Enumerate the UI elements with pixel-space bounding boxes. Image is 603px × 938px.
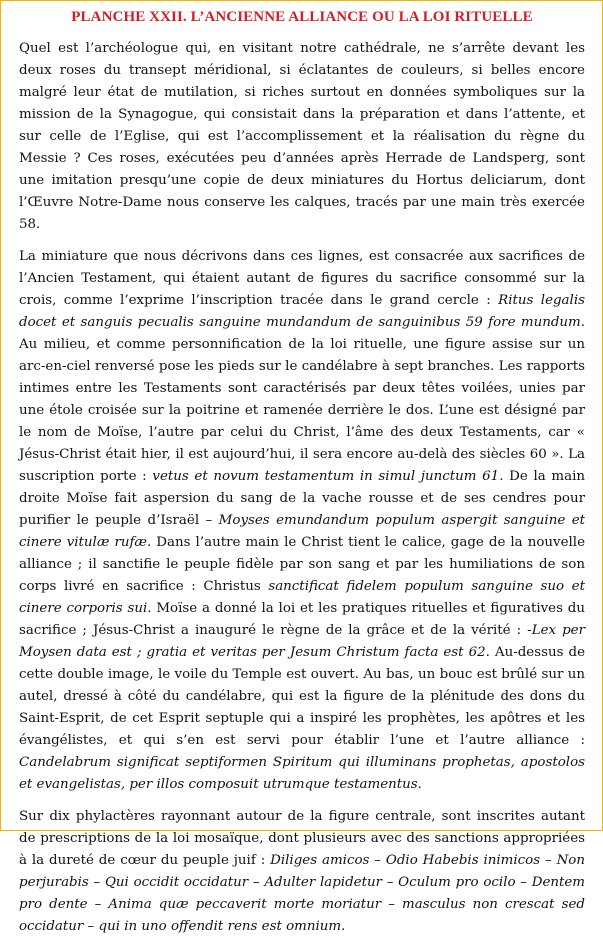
latin-quote: Diliges amicos – Odio Habebis inimicos – Non perjurabis – Qui occidit occidatur – Adulter lapidetur – Oculum pro ocilo – Dentem pro dente – Anima quæ peccaverit morte moriatur – masculus non crescat sed occidatur – qui in uno offendit rens est omnium <box>19 853 585 934</box>
text-run: . <box>341 919 346 934</box>
paragraph-2 <box>19 246 585 796</box>
paragraph-1 <box>19 38 585 236</box>
latin-quote: Moyses emundandum populum aspergit sanguine et cinere vitulæ rufæ <box>19 513 585 550</box>
latin-quote: Candelabrum significat septiformen Spiritum qui illuminans prophetas, apostolos et evangelistas, per illos composuit utrumque testamentus <box>19 755 585 792</box>
text-run: . Moïse a donné la loi et les pratiques rituelles et figuratives du sacrifice ; Jésus-Christ a inauguré le règne de la grâce et de la vérité : <box>19 601 585 638</box>
latin-quote: -Lex per Moysen data est ; gratia et veritas per Jesum Christum facta est 62 <box>19 623 585 660</box>
text-run: . Au milieu, et comme personnification de la loi rituelle, une figure assise sur un arc-en-ciel renversé pose les pieds sur le candélabre à sept branches. Les rapports intimes entre les Testaments sont caractérisés par deux têtes voilées, unies par une étole croisée sur la poitrine et ramenée derrière le dos. L’une est désigné par le nom de Moïse, l’autre par celui du Christ, l’âme des deux Testaments, car « Jésus-Christ était hier, il est aujourd’hui, il sera encore au-delà des siècles 60 ». La suscription porte : <box>19 315 585 484</box>
text-run: Quel est l’archéologue qui, en visitant notre cathédrale, ne s’arrête devant les deux roses du transept méridional, si éclatantes de couleurs, si belles encore malgré leur état de mutilation, si riches surtout en données symboliques sur la mission de la Synagogue, qui consistait dans la préparation et dans l’attente, et sur celle de l’Eglise, qui est l’accomplissement et la réalisation du règne du Messie ? Ces roses, exécutées peu d’années après Herrade de Landsperg, sont une imitation presqu’une copie de deux miniatures du Hortus deliciarum, dont l’Œuvre Notre-Dame nous conserve les calques, tracés par une main très exercée 58. <box>19 41 585 232</box>
text-run: . Dans l’autre main le Christ tient le calice, gage de la nouvelle alliance ; il sanctifie le peuple fidèle par son sang et par les humiliations de son corps livré en sacrifice : Christus <box>19 535 585 594</box>
text-run: . <box>417 777 422 792</box>
page-title: PLANCHE XXII. L’ANCIENNE ALLIANCE OU LA LOI RITUELLE <box>71 9 533 25</box>
latin-quote: Ritus legalis docet et sanguis pecualis sanguine mundandum de sanguinibus 59 fore mundum <box>19 293 585 330</box>
text-run: La miniature que nous décrivons dans ces lignes, est consacrée aux sacrifices de l’Ancien Testament, qui étaient autant de figures du sacrifice consommé sur la crois, comme l’exprime l’inscription tracée dans le grand cercle : <box>19 249 585 308</box>
paragraph-3 <box>19 806 585 938</box>
latin-quote: sanctificat fidelem populum sanguine suo et cinere corporis sui <box>19 579 585 616</box>
text-run: . De la main droite Moïse fait aspersion du sang de la vache rousse et de ses cendres pour purifier le peuple d’Israël – <box>19 469 585 528</box>
text-run: Sur dix phylactères rayonnant autour de la figure centrale, sont inscrites autant de prescriptions de la loi mosaïque, dont plusieurs avec des sanctions appropriées à la dureté de cœur du peuple juif : <box>19 809 585 868</box>
text-run: . Au-dessus de cette double image, le voile du Temple est ouvert. Au bas, un bouc est brûlé sur un autel, dressé à côté du candélabre, qui est la figure de la plénitude des dons du Saint-Esprit, de cet Esprit septuple qui a inspiré les prophètes, les apôtres et les évangélistes, et qui s’en est servi pour établir l’une et l’autre alliance : <box>19 645 585 748</box>
latin-quote: vetus et novum testamentum in simul junctum 61 <box>152 469 500 484</box>
